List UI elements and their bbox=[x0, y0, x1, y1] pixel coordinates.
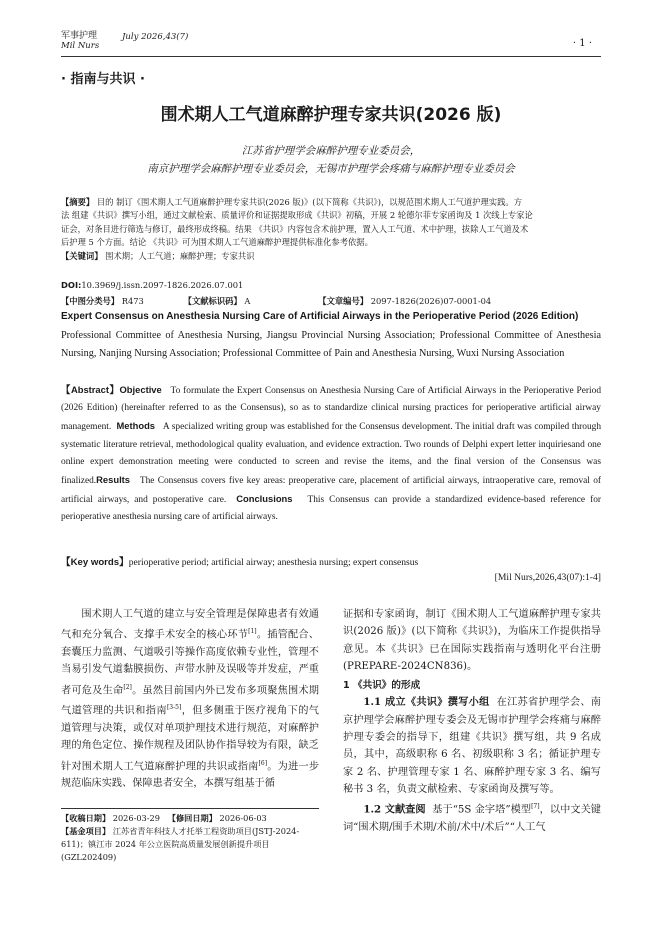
abstract-line: 后护理 5 个方面。结论 《共识》可为围术期人工气道麻醉护理提供标准化参考依据。 bbox=[61, 237, 373, 248]
ref-marker: [1] bbox=[248, 628, 257, 636]
doi-label: DOI: bbox=[61, 280, 82, 290]
english-abstract bbox=[61, 381, 601, 527]
keywords-cn: 围术期；人工气道；麻醉护理；专家共识 bbox=[105, 250, 255, 261]
fund-label: 【基金项目】 bbox=[61, 826, 111, 836]
journal-name-cn: 军事护理 bbox=[61, 31, 98, 41]
fund-text: 江苏省青年科技人才托举工程资助项目(JSTJ-2024-611)；镇江市 2024 年公立医院高质量发展创新提升项目(GZL202409) bbox=[61, 826, 300, 862]
footnote-rule bbox=[61, 808, 319, 809]
abstract-label: 【摘要】 bbox=[61, 197, 95, 207]
abstract-line: 证会，对条目进行筛选与修订，最终形成终稿。结果 《共识》内容包含术前护理，置入人工气道、术中护理，拔除人工气道及术 bbox=[61, 223, 529, 234]
en-keywords-label: 【Key words】 bbox=[61, 557, 129, 568]
ref-marker: [6] bbox=[258, 759, 268, 767]
doc-code-label: 【文献标识码】 bbox=[183, 296, 242, 306]
classification-codes bbox=[61, 295, 601, 307]
en-methods: A specialized writing group was established for the Consensus development. The initial draft was compiled through systematic literature retrieval, methodological quality evaluation, and evidence extraction. Two rounds of Delphi expert letter inquiriesand one online expert demonstration meeting were conducted to screen and revise the items, and the final version of the Consensus was finalized. bbox=[61, 422, 602, 487]
ref-marker: [7] bbox=[531, 803, 540, 811]
keywords-label: 【关键词】 bbox=[61, 250, 103, 261]
revised-label: 【修回日期】 bbox=[167, 813, 217, 823]
english-title: Expert Consensus on Anesthesia Nursing Care of Artificial Airways in the Perioperative Period (2026 Edition) bbox=[61, 311, 579, 322]
subsection-label: 1.2 文献查阅 bbox=[363, 803, 426, 816]
authors bbox=[61, 142, 601, 178]
section-heading: 1 《共识》的形成 bbox=[343, 680, 421, 692]
en-abstract-label: 【Abstract】 bbox=[61, 384, 120, 395]
en-keywords: perioperative period; artificial airway; anesthesia nursing; expert consensus bbox=[128, 557, 419, 568]
body-column-left bbox=[61, 606, 319, 793]
paper-title: 围术期人工气道麻醉护理专家共识(2026 版) bbox=[160, 105, 502, 125]
doi bbox=[61, 280, 243, 290]
received-date: 2026-03-29 bbox=[112, 813, 160, 823]
english-keywords bbox=[61, 554, 601, 572]
en-methods-label: Methods bbox=[116, 420, 156, 432]
abstract-cn bbox=[61, 196, 601, 263]
footnote bbox=[61, 812, 319, 864]
en-results: The Consensus covers five key areas: preoperative care, placement of artificial airways, intraoperative care, removal of artificial airways, and postoperative care. bbox=[61, 476, 601, 506]
intro-paragraph: 围术期人工气道的建立与安全管理是保障患者有效通气和充分氧合、支撑手术安全的核心环节[1]。插管配合、套囊压力监测、气道吸引等操作高度依赖专业性，管理不当易引发气道黏膜损伤、声带水肿及误吸等并发症，严重者可危及生命[2]。虽然目前国内外已发布多项聚焦围术期气道管理的共识和指南[3-5]，但多侧重于医疗视角下的气道管理与决策，或仅对单项护理技术进行规范，对麻醉护理的角色定位、操作规程及团队协作指导较为有限，缺乏针对围术期人工气道麻醉护理的共识或指南[6]。为进一步规范临床实践、保障患者安全，本撰写组基于循 bbox=[61, 609, 320, 790]
doc-code-value: A bbox=[244, 296, 251, 306]
subsection-1-2: 1.2 文献查阅 基于“5S 金字塔”模型[7]，以中文关键词“围术期/围手术期/术前/术中/术后”“人工气 bbox=[343, 803, 601, 833]
clc-value: R473 bbox=[121, 296, 144, 306]
revised-date: 2026-06-03 bbox=[219, 813, 267, 823]
author-line-1: 江苏省护理学会麻醉护理专业委员会， bbox=[241, 145, 421, 157]
english-affiliations: Professional Committee of Anesthesia Nursing, Jiangsu Provincial Nursing Association; Professional Committee of Anesthesia Nursing, Nanjing Nursing Association; Professional Committee of Pain and Anesthesia Nursing, Wuxi Nursing Association bbox=[61, 330, 601, 359]
author-line-2: 南京护理学会麻醉护理专业委员会，无锡市护理学会疼痛与麻醉护理专业委员会 bbox=[147, 163, 515, 175]
en-results-label: Results bbox=[96, 474, 131, 486]
clc-label: 【中图分类号】 bbox=[61, 296, 120, 306]
en-objective: To formulate the Expert Consensus on Anesthesia Nursing Care of Artificial Airways in the Perioperative Period (2026 Edition) (hereinafter referred to as the Consensus), so as to standardize clinical nursing practices for perioperative artificial airway management. bbox=[61, 386, 602, 433]
abstract-line: 法 组建《共识》撰写小组，通过文献检索、质量评价和证据提取形成《共识》初稿，开展 2 轮德尔菲专家函询及 1 次线上专家论 bbox=[61, 210, 533, 221]
subsection-1-1: 1.1 成立《共识》撰写小组 在江苏省护理学会、南京护理学会麻醉护理专委会及无锡市护理学会疼痛与麻醉护理专委会的指导下，组建《共识》撰写组，共 9 名成员，其中，高级职称 6 名、初级职称 3 名；循证护理专家 2 名、护理管理专家 1 名、麻醉护理专家 3 名、编写秘书 3 名，负责文献检索、专家函询及撰写等。 bbox=[343, 696, 601, 795]
intro-paragraph-cont: 证据和专家函询，制订《围术期人工气道麻醉护理专家共识(2026 版)》(以下简称《共识》)，为临床工作提供指导意见。本《共识》已在国际实践指南与透明化平台注册(PREPARE-2024CN836)。 bbox=[343, 609, 601, 672]
ref-marker: [2] bbox=[123, 683, 132, 691]
doi-value: 10.3969/j.issn.2097-1826.2026.07.001 bbox=[81, 280, 244, 290]
ref-marker: [3-5] bbox=[166, 704, 182, 712]
body-column-right bbox=[343, 606, 601, 836]
header-rule bbox=[61, 56, 601, 57]
en-objective-label: Objective bbox=[119, 384, 162, 395]
page-number: · 1 · bbox=[572, 38, 592, 49]
en-conclusions: This Consensus can provide a standardized evidence-based reference for perioperative anesthesia nursing care of artificial airways. bbox=[61, 495, 602, 523]
subsection-label: 1.1 成立《共识》撰写小组 bbox=[363, 696, 490, 709]
section-label: · 指南与共识 · bbox=[61, 72, 145, 87]
en-conclusions-label: Conclusions bbox=[236, 493, 293, 505]
citation: [Mil Nurs,2026,43(07):1-4] bbox=[494, 572, 601, 583]
journal-name-en: Mil Nurs bbox=[61, 41, 100, 51]
article-number-value: 2097-1826(2026)07-0001-04 bbox=[370, 296, 492, 306]
received-label: 【收稿日期】 bbox=[61, 813, 111, 823]
journal-issue: July 2026,43(7) bbox=[122, 32, 189, 42]
abstract-line: 目的 制订《围术期人工气道麻醉护理专家共识(2026 版)》(以下简称《共识》)，以规范围术期人工气道护理实践。方 bbox=[96, 197, 522, 207]
article-number-label: 【文章编号】 bbox=[318, 296, 369, 306]
